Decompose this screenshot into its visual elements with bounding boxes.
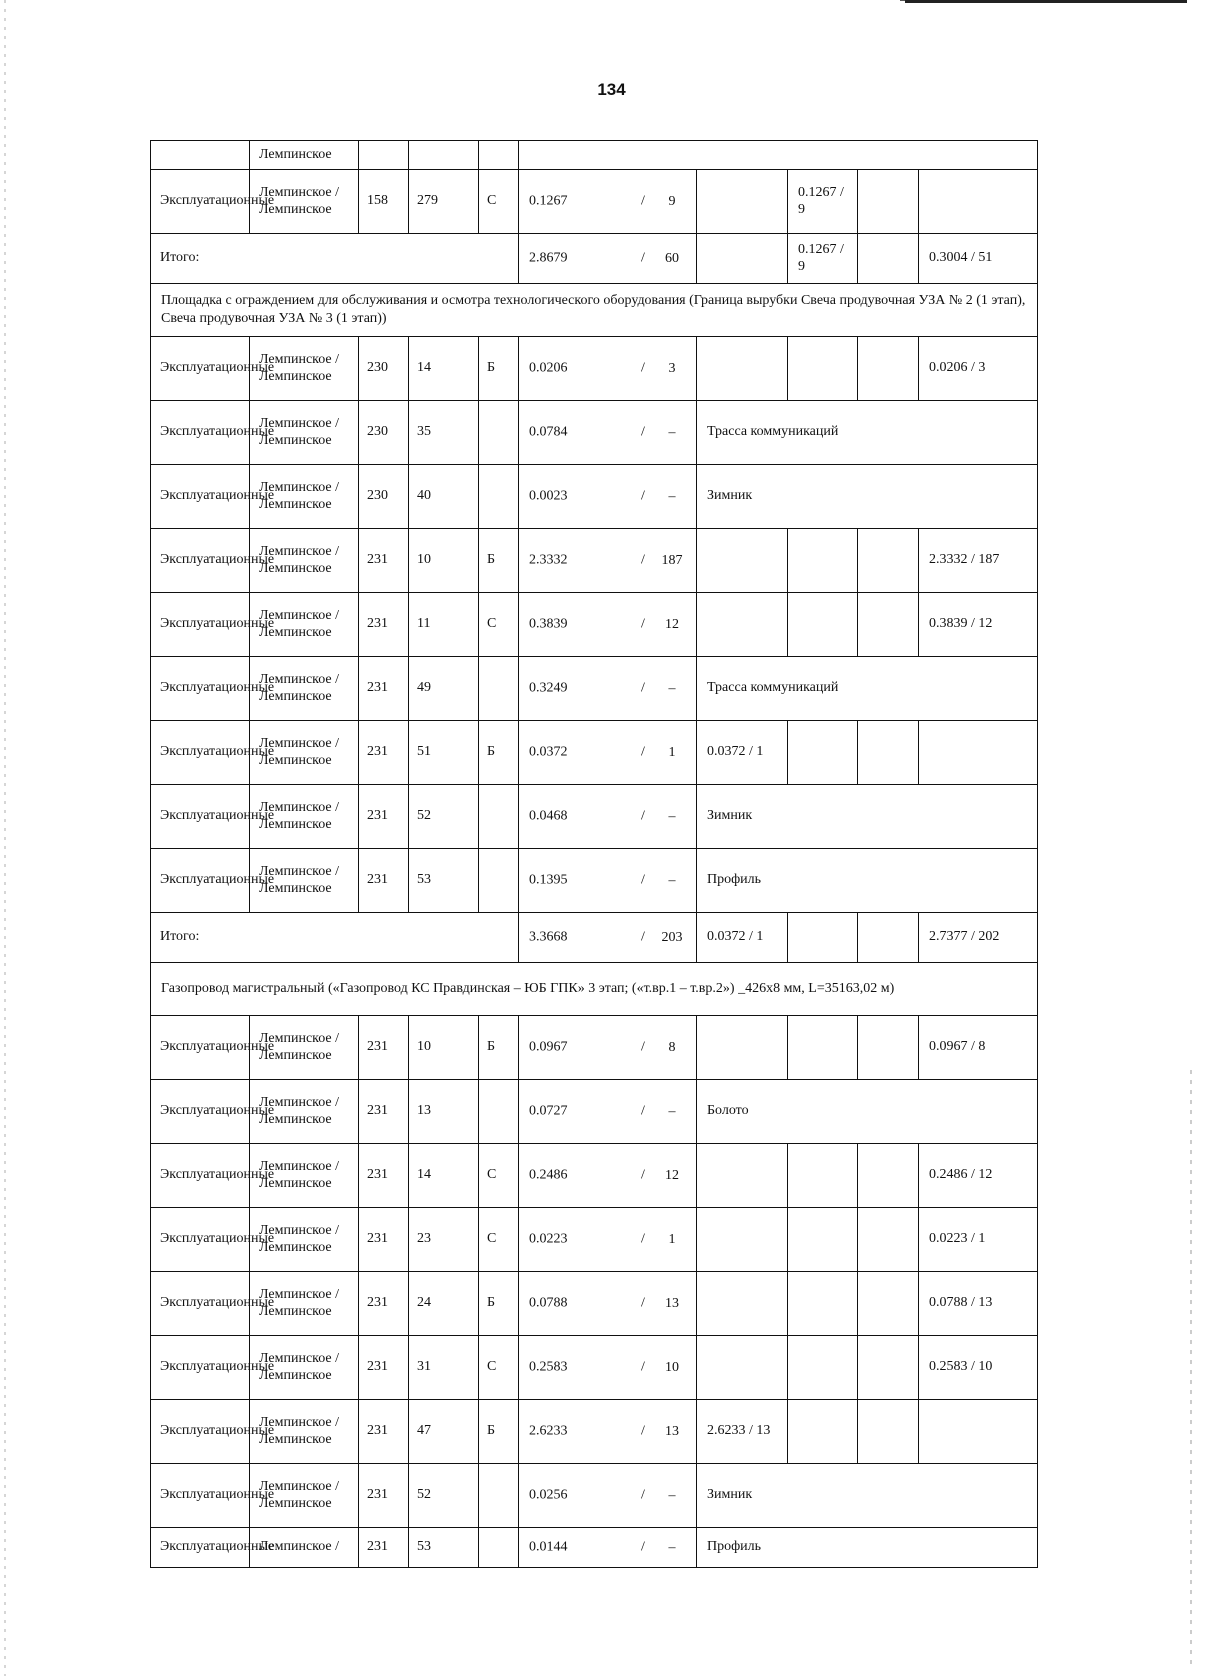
area-value: 0.0727 <box>529 1103 568 1119</box>
category-code-cell: С <box>479 1144 519 1208</box>
table-row <box>151 593 1038 657</box>
category-cell: Эксплуатационные <box>151 1080 250 1144</box>
tree-count: – <box>668 872 676 888</box>
tree-count: 12 <box>665 1167 679 1183</box>
forestry-object: Лемпинское / Лемпинское <box>250 170 359 234</box>
area-cell <box>519 721 697 785</box>
area-cell <box>519 657 697 721</box>
area-separator: / <box>641 929 645 945</box>
category-cell: Эксплуатационные <box>151 1144 250 1208</box>
forestry-object: Лемпинское / Лемпинское <box>250 1464 359 1528</box>
quarter-cell: 231 <box>359 1080 409 1144</box>
plot-cell <box>409 141 479 170</box>
plot-cell: 52 <box>409 1464 479 1528</box>
table-row <box>151 1400 1038 1464</box>
area-separator: / <box>641 680 645 696</box>
area-value: 0.1267 <box>529 193 568 209</box>
col-h-cell <box>858 170 919 234</box>
plot-cell: 49 <box>409 657 479 721</box>
category-cell: Эксплуатационные <box>151 721 250 785</box>
area-separator: / <box>641 1539 645 1555</box>
tree-count: – <box>668 488 676 504</box>
col-j-cell <box>919 721 1038 785</box>
note-cell: Зимник <box>697 465 1038 529</box>
total-row <box>151 913 1038 963</box>
quarter-cell: 231 <box>359 657 409 721</box>
note-cell: Зимник <box>697 785 1038 849</box>
forestry-object: Лемпинское / Лемпинское <box>250 401 359 465</box>
total-row <box>151 234 1038 284</box>
area-value: 2.8679 <box>529 250 568 266</box>
forestry-object: Лемпинское / Лемпинское <box>250 721 359 785</box>
area-value: 0.3249 <box>529 680 568 696</box>
category-code-cell: Б <box>479 1272 519 1336</box>
area-separator: / <box>641 250 645 266</box>
col-h-cell <box>858 234 919 284</box>
tree-count: – <box>668 1539 676 1555</box>
area-value: 0.0023 <box>529 488 568 504</box>
area-separator: / <box>641 1167 645 1183</box>
area-cell <box>519 337 697 401</box>
land-plots-table <box>150 140 1038 1568</box>
area-cell <box>519 1528 697 1568</box>
area-cell <box>519 913 697 963</box>
col-h-cell <box>858 913 919 963</box>
plot-cell: 14 <box>409 1144 479 1208</box>
col-g-cell <box>788 1208 858 1272</box>
note-cell: Зимник <box>697 1464 1038 1528</box>
plot-cell: 11 <box>409 593 479 657</box>
table-row <box>151 170 1038 234</box>
col-h-cell <box>858 721 919 785</box>
category-cell: Эксплуатационные <box>151 1016 250 1080</box>
col-h-cell <box>858 1336 919 1400</box>
plot-cell: 23 <box>409 1208 479 1272</box>
quarter-cell: 231 <box>359 593 409 657</box>
col-j-cell: 2.7377 / 202 <box>919 913 1038 963</box>
table-row <box>151 657 1038 721</box>
col-g-cell <box>788 337 858 401</box>
quarter-cell: 231 <box>359 1208 409 1272</box>
category-cell: Эксплуатационные <box>151 1528 250 1568</box>
col-f-cell <box>697 529 788 593</box>
category-code-cell <box>479 401 519 465</box>
forestry-object: Лемпинское / Лемпинское <box>250 1272 359 1336</box>
forestry-object: Лемпинское / Лемпинское <box>250 785 359 849</box>
category-cell: Эксплуатационные <box>151 593 250 657</box>
col-f-cell <box>697 593 788 657</box>
area-separator: / <box>641 360 645 376</box>
area-value: 0.3839 <box>529 616 568 632</box>
table-row <box>151 1464 1038 1528</box>
col-h-cell <box>858 337 919 401</box>
tree-count: 12 <box>665 616 679 632</box>
col-g-cell <box>788 1144 858 1208</box>
col-g-cell <box>788 1272 858 1336</box>
table-row <box>151 849 1038 913</box>
col-g-cell <box>788 529 858 593</box>
scan-edge-right <box>1190 1070 1192 1670</box>
forestry-object: Лемпинское / Лемпинское <box>250 1144 359 1208</box>
tree-count: – <box>668 1487 676 1503</box>
area-value: 0.0256 <box>529 1487 568 1503</box>
quarter-cell: 231 <box>359 1528 409 1568</box>
forestry-object: Лемпинское / Лемпинское <box>250 465 359 529</box>
plot-cell: 53 <box>409 849 479 913</box>
page-number: 134 <box>597 80 626 99</box>
quarter-cell: 231 <box>359 785 409 849</box>
tree-count: – <box>668 680 676 696</box>
area-cell <box>519 1208 697 1272</box>
area-cell <box>519 849 697 913</box>
area-separator: / <box>641 1295 645 1311</box>
quarter-cell: 158 <box>359 170 409 234</box>
table-row <box>151 1016 1038 1080</box>
col-f-cell: 0.0372 / 1 <box>697 721 788 785</box>
forestry-object: Лемпинское / Лемпинское <box>250 1208 359 1272</box>
area-cell <box>519 170 697 234</box>
category-code-cell <box>479 657 519 721</box>
area-separator: / <box>641 193 645 209</box>
col-j-cell: 0.2583 / 10 <box>919 1336 1038 1400</box>
col-h-cell <box>858 593 919 657</box>
forestry-object: Лемпинское / Лемпинское <box>250 1016 359 1080</box>
forestry-object: Лемпинское / Лемпинское <box>250 593 359 657</box>
col-j-cell <box>919 1400 1038 1464</box>
col-f-cell <box>697 234 788 284</box>
area-separator: / <box>641 1231 645 1247</box>
area-cell <box>519 1336 697 1400</box>
category-code-cell <box>479 1464 519 1528</box>
note-cell: Профиль <box>697 849 1038 913</box>
quarter-cell: 231 <box>359 721 409 785</box>
table-body <box>151 141 1038 1568</box>
col-h-cell <box>858 1208 919 1272</box>
category-code-cell: С <box>479 593 519 657</box>
area-cell <box>519 141 1038 170</box>
plot-cell: 31 <box>409 1336 479 1400</box>
tree-count: 10 <box>665 1359 679 1375</box>
table-row <box>151 337 1038 401</box>
col-h-cell <box>858 1144 919 1208</box>
plot-cell: 40 <box>409 465 479 529</box>
area-value: 2.3332 <box>529 552 568 568</box>
col-j-cell: 0.3004 / 51 <box>919 234 1038 284</box>
quarter-cell: 230 <box>359 337 409 401</box>
quarter-cell: 231 <box>359 1400 409 1464</box>
section-header-row <box>151 963 1038 1016</box>
note-cell: Профиль <box>697 1528 1038 1568</box>
col-j-cell: 2.3332 / 187 <box>919 529 1038 593</box>
tree-count: 13 <box>665 1295 679 1311</box>
table-row <box>151 1336 1038 1400</box>
col-j-cell: 0.0788 / 13 <box>919 1272 1038 1336</box>
quarter-cell: 230 <box>359 401 409 465</box>
area-value: 0.2583 <box>529 1359 568 1375</box>
tree-count: 1 <box>668 1231 676 1247</box>
area-value: 0.0468 <box>529 808 568 824</box>
area-separator: / <box>641 872 645 888</box>
tree-count: 9 <box>668 193 676 209</box>
plot-cell: 53 <box>409 1528 479 1568</box>
plot-cell: 47 <box>409 1400 479 1464</box>
category-code-cell: С <box>479 170 519 234</box>
category-code-cell <box>479 465 519 529</box>
area-value: 0.0372 <box>529 744 568 760</box>
table-row <box>151 721 1038 785</box>
category-cell: Эксплуатационные <box>151 170 250 234</box>
area-separator: / <box>641 1423 645 1439</box>
tree-count: 8 <box>668 1039 676 1055</box>
tree-count: 3 <box>668 360 676 376</box>
forestry-object: Лемпинское / Лемпинское <box>250 529 359 593</box>
category-cell: Эксплуатационные <box>151 657 250 721</box>
area-separator: / <box>641 616 645 632</box>
plot-cell: 35 <box>409 401 479 465</box>
col-j-cell: 0.0967 / 8 <box>919 1016 1038 1080</box>
area-value: 0.0144 <box>529 1539 568 1555</box>
area-value: 3.3668 <box>529 929 568 945</box>
tree-count: 187 <box>661 552 683 568</box>
area-cell <box>519 1400 697 1464</box>
forestry-object: Лемпинское / Лемпинское <box>250 657 359 721</box>
note-cell: Болото <box>697 1080 1038 1144</box>
category-cell: Эксплуатационные <box>151 849 250 913</box>
col-j-cell: 0.2486 / 12 <box>919 1144 1038 1208</box>
table-row <box>151 1528 1038 1568</box>
total-label: Итого: <box>151 234 519 284</box>
table-row <box>151 1272 1038 1336</box>
category-code-cell: Б <box>479 1016 519 1080</box>
area-value: 0.0784 <box>529 424 568 440</box>
area-cell <box>519 593 697 657</box>
area-value: 0.1395 <box>529 872 568 888</box>
category-cell: Эксплуатационные <box>151 401 250 465</box>
col-f-cell: 0.0372 / 1 <box>697 913 788 963</box>
col-f-cell <box>697 337 788 401</box>
scan-edge-left <box>4 0 6 1676</box>
area-value: 0.0223 <box>529 1231 568 1247</box>
total-label: Итого: <box>151 913 519 963</box>
col-f-cell <box>697 1336 788 1400</box>
category-code-cell <box>479 849 519 913</box>
plot-cell: 13 <box>409 1080 479 1144</box>
quarter-cell: 231 <box>359 849 409 913</box>
table-row <box>151 785 1038 849</box>
area-value: 2.6233 <box>529 1423 568 1439</box>
plot-cell: 10 <box>409 1016 479 1080</box>
note-cell: Трасса коммуникаций <box>697 657 1038 721</box>
col-g-cell: 0.1267 / 9 <box>788 170 858 234</box>
area-cell <box>519 401 697 465</box>
quarter-cell: 231 <box>359 1336 409 1400</box>
quarter-cell: 231 <box>359 1272 409 1336</box>
quarter-cell: 231 <box>359 1016 409 1080</box>
col-g-cell <box>788 593 858 657</box>
forestry-object: Лемпинское / Лемпинское <box>250 1080 359 1144</box>
area-cell <box>519 529 697 593</box>
area-cell <box>519 1464 697 1528</box>
quarter-cell <box>359 141 409 170</box>
category-code-cell <box>479 1080 519 1144</box>
category-cell: Эксплуатационные <box>151 1208 250 1272</box>
table-row <box>151 465 1038 529</box>
top-rule <box>905 0 1187 3</box>
area-cell <box>519 1144 697 1208</box>
col-f-cell <box>697 1208 788 1272</box>
area-separator: / <box>641 1039 645 1055</box>
area-separator: / <box>641 424 645 440</box>
area-separator: / <box>641 488 645 504</box>
section-title: Газопровод магистральный («Газопровод КС Правдинская – ЮБ ГПК» 3 этап; («т.вр.1 – т.вр.2») _426х8 мм, L=35163,02 м) <box>151 963 1038 1016</box>
area-separator: / <box>641 1487 645 1503</box>
tree-count: 203 <box>661 929 683 945</box>
col-h-cell <box>858 1016 919 1080</box>
continuation-row <box>151 141 1038 170</box>
col-g-cell: 0.1267 / 9 <box>788 234 858 284</box>
col-f-cell <box>697 1016 788 1080</box>
area-cell <box>519 234 697 284</box>
col-h-cell <box>858 1272 919 1336</box>
col-h-cell <box>858 1400 919 1464</box>
category-code-cell <box>479 1528 519 1568</box>
tree-count: 13 <box>665 1423 679 1439</box>
col-g-cell <box>788 1400 858 1464</box>
category-cell: Эксплуатационные <box>151 1400 250 1464</box>
tree-count: – <box>668 1103 676 1119</box>
category-cell: Эксплуатационные <box>151 1464 250 1528</box>
plot-cell: 10 <box>409 529 479 593</box>
plot-cell: 279 <box>409 170 479 234</box>
area-value: 0.0788 <box>529 1295 568 1311</box>
category-cell: Эксплуатационные <box>151 1272 250 1336</box>
quarter-cell: 231 <box>359 1144 409 1208</box>
col-j-cell: 0.0223 / 1 <box>919 1208 1038 1272</box>
section-title: Площадка с ограждением для обслуживания и осмотра технологического оборудования (Граница вырубки Свеча продувочная УЗА № 2 (1 этап), Свеча продувочная УЗА № 3 (1 этап)) <box>151 284 1038 337</box>
col-f-cell <box>697 1272 788 1336</box>
forestry-object: Лемпинское / Лемпинское <box>250 849 359 913</box>
category-cell: Эксплуатационные <box>151 1336 250 1400</box>
category-code-cell: С <box>479 1208 519 1272</box>
col-j-cell <box>919 170 1038 234</box>
area-cell <box>519 1272 697 1336</box>
tree-count: – <box>668 808 676 824</box>
forestry-object: Лемпинское <box>250 141 359 170</box>
area-cell <box>519 1080 697 1144</box>
plot-cell: 14 <box>409 337 479 401</box>
category-code-cell: Б <box>479 1400 519 1464</box>
category-code-cell <box>479 785 519 849</box>
forestry-object: Лемпинское / <box>250 1528 359 1568</box>
col-f-cell: 2.6233 / 13 <box>697 1400 788 1464</box>
table-row <box>151 1080 1038 1144</box>
col-h-cell <box>858 529 919 593</box>
category-code-cell <box>479 141 519 170</box>
tree-count: 60 <box>665 250 679 266</box>
category-code-cell: Б <box>479 721 519 785</box>
area-separator: / <box>641 1359 645 1375</box>
plot-cell: 52 <box>409 785 479 849</box>
col-g-cell <box>788 1016 858 1080</box>
area-cell <box>519 1016 697 1080</box>
col-f-cell <box>697 170 788 234</box>
table-row <box>151 1208 1038 1272</box>
area-separator: / <box>641 552 645 568</box>
category-cell <box>151 141 250 170</box>
category-cell: Эксплуатационные <box>151 337 250 401</box>
area-separator: / <box>641 1103 645 1119</box>
area-value: 0.0206 <box>529 360 568 376</box>
area-separator: / <box>641 808 645 824</box>
area-value: 0.2486 <box>529 1167 568 1183</box>
category-code-cell: С <box>479 1336 519 1400</box>
plot-cell: 51 <box>409 721 479 785</box>
plot-cell: 24 <box>409 1272 479 1336</box>
note-cell: Трасса коммуникаций <box>697 401 1038 465</box>
quarter-cell: 230 <box>359 465 409 529</box>
tree-count: 1 <box>668 744 676 760</box>
quarter-cell: 231 <box>359 529 409 593</box>
table-row <box>151 401 1038 465</box>
section-header-row <box>151 284 1038 337</box>
category-cell: Эксплуатационные <box>151 529 250 593</box>
category-code-cell: Б <box>479 529 519 593</box>
category-cell: Эксплуатационные <box>151 785 250 849</box>
area-value: 0.0967 <box>529 1039 568 1055</box>
col-g-cell <box>788 721 858 785</box>
col-j-cell: 0.0206 / 3 <box>919 337 1038 401</box>
col-f-cell <box>697 1144 788 1208</box>
area-cell <box>519 465 697 529</box>
category-cell: Эксплуатационные <box>151 465 250 529</box>
tree-count: – <box>668 424 676 440</box>
col-g-cell <box>788 913 858 963</box>
area-separator: / <box>641 744 645 760</box>
table-row <box>151 1144 1038 1208</box>
forestry-object: Лемпинское / Лемпинское <box>250 1400 359 1464</box>
quarter-cell: 231 <box>359 1464 409 1528</box>
category-code-cell: Б <box>479 337 519 401</box>
col-j-cell: 0.3839 / 12 <box>919 593 1038 657</box>
forestry-object: Лемпинское / Лемпинское <box>250 1336 359 1400</box>
forestry-object: Лемпинское / Лемпинское <box>250 337 359 401</box>
col-g-cell <box>788 1336 858 1400</box>
area-cell <box>519 785 697 849</box>
table-row <box>151 529 1038 593</box>
